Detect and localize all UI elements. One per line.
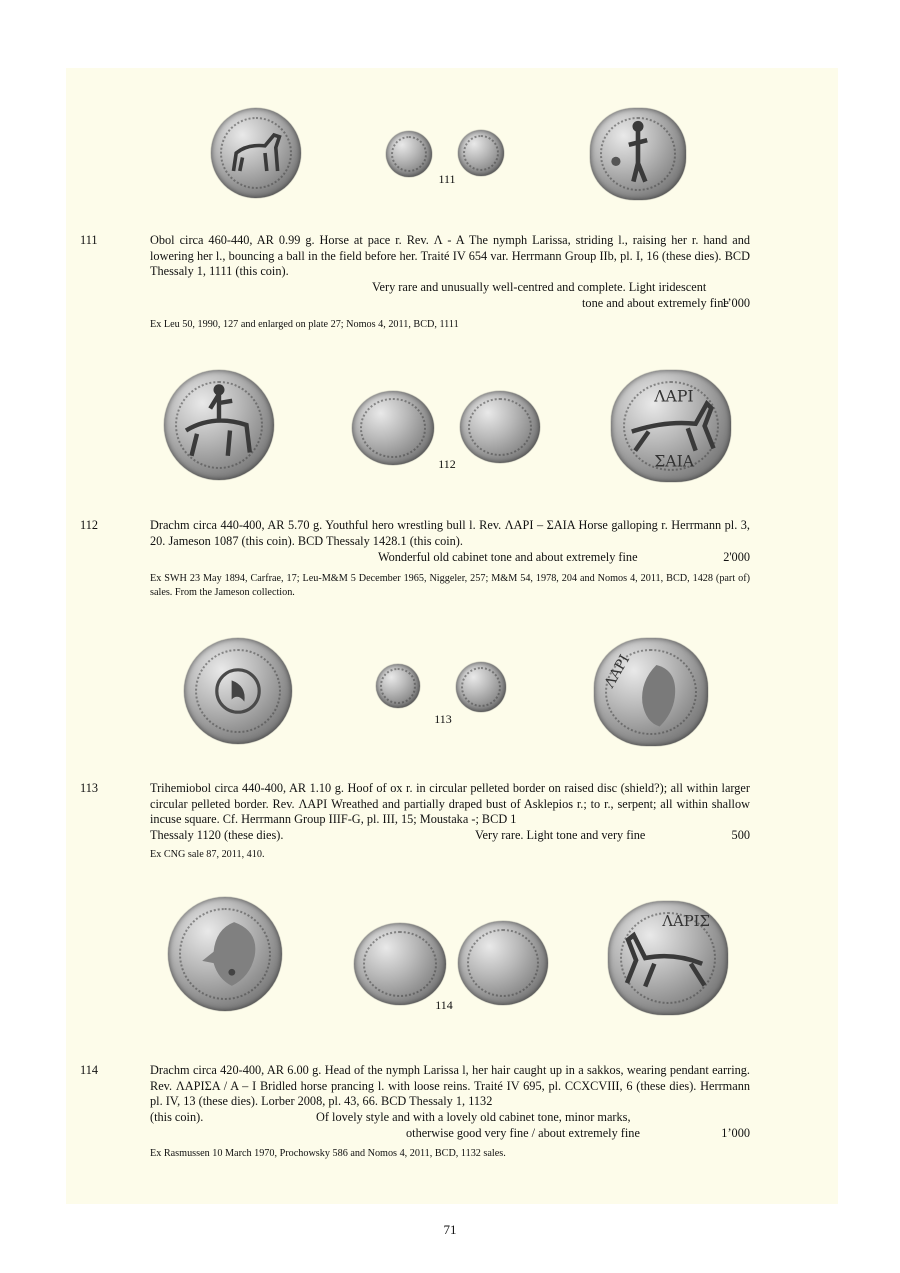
coin-reverse-enlarged — [611, 370, 731, 482]
coin-obverse — [352, 391, 434, 465]
nymph-icon — [590, 108, 686, 200]
description-last-line: (this coin). — [150, 1110, 204, 1124]
lot-description: Drachm circa 420-400, AR 6.00 g. Head of the nymph Larissa l, her hair caught up in a sakkos, wearing pendant earring. Rev. ΛΑΡΙΣΑ / Α – Ι Bridled horse prancing l. with loose reins. Traité IV 695, pl. CCXCVIII, 6 (these dies). Herrmann pl. IV, 13 (these dies). Lorber 2008, pl. 43, 66. BCD Thessaly 1, 1132 — [150, 1063, 750, 1109]
coin-obverse-enlarged — [164, 370, 274, 480]
coin-reverse — [458, 921, 548, 1005]
coin-obverse-enlarged — [211, 108, 301, 198]
coin-reverse-enlarged — [594, 638, 708, 746]
estimate-price: 2'000 — [723, 550, 750, 564]
svg-text:ΛΑΡΙΣ: ΛΑΡΙΣ — [662, 913, 710, 931]
lot-entry-111 — [80, 233, 750, 333]
figure-label: 114 — [435, 998, 453, 1012]
grade-line: Very rare. Light tone and very fine — [475, 828, 646, 842]
lot-description: Obol circa 460-440, AR 0.99 g. Horse at pace r. Rev. Λ - Α The nymph Larissa, striding l., raising her r. hand and lowering her l., bouncing a ball in the field before her. Traité IV 654 var. Herrmann Group IIb, pl. I, 16 (these dies). BCD Thessaly 1, 1111 (this coin). — [150, 233, 750, 279]
estimate-price: 1’000 — [721, 296, 750, 310]
grade-line: otherwise good very fine / about extremely fine — [406, 1126, 640, 1140]
lot-entry-114 — [80, 1063, 750, 1168]
lot-description: Drachm circa 440-400, AR 5.70 g. Youthful hero wrestling bull l. Rev. ΛΑΡΙ – ΣΑΙΑ Horse galloping r. Herrmann pl. 3, 20. Jameson 1087 (this coin). BCD Thessaly 1428.1 (this coin). — [150, 518, 750, 548]
figure-label: 112 — [438, 457, 456, 471]
coin-obverse-enlarged — [184, 638, 292, 744]
svg-text:ΛΑΡΙ: ΛΑΡΙ — [654, 386, 694, 406]
description-last-line: Thessaly 1120 (these dies). — [150, 828, 284, 842]
svg-text:ΛΑΡΙ: ΛΑΡΙ — [601, 652, 634, 691]
coin-reverse — [456, 662, 506, 712]
lot-entry-113 — [80, 781, 750, 861]
coin-reverse — [458, 130, 504, 176]
grade-line: Very rare and unusually well-centred and complete. Light iridescent — [372, 280, 707, 294]
svg-text:ΣΑΙΑ: ΣΑΙΑ — [654, 451, 695, 471]
grade-line: tone and about extremely fine — [582, 296, 729, 310]
provenance: Ex Leu 50, 1990, 127 and enlarged on plate 27; Nomos 4, 2011, BCD, 1111 — [150, 319, 459, 330]
figure-label: 113 — [434, 712, 452, 726]
hoof-icon — [184, 638, 292, 744]
head-icon — [594, 638, 708, 746]
horse-icon — [608, 901, 728, 1015]
provenance: Ex SWH 23 May 1894, Carfrae, 17; Leu-M&M 5 December 1965, Niggeler, 257; M&M 54, 1978, 204 and Nomos 4, 2011, BCD, 1428 (part of) sales. From the Jameson collection. — [150, 573, 750, 598]
lot-entry-112 — [80, 518, 750, 603]
estimate-price: 1’000 — [721, 1126, 750, 1140]
page-number: 71 — [443, 1222, 457, 1237]
coin-obverse-enlarged — [168, 897, 282, 1011]
coin-obverse — [376, 664, 420, 708]
lot-number: 113 — [80, 781, 98, 795]
head-icon — [168, 897, 282, 1011]
coin-reverse-enlarged — [608, 901, 728, 1015]
coin-obverse — [354, 923, 446, 1005]
lot-number: 114 — [80, 1063, 98, 1077]
grade-line: Of lovely style and with a lovely old cabinet tone, minor marks, — [316, 1110, 631, 1124]
provenance: Ex CNG sale 87, 2011, 410. — [150, 849, 265, 860]
horse-icon — [211, 108, 301, 198]
coin-obverse — [386, 131, 432, 177]
figure-label: 111 — [438, 172, 456, 186]
coin-reverse-enlarged — [590, 108, 686, 200]
hero-bull-icon — [164, 370, 274, 480]
lot-number: 112 — [80, 518, 98, 532]
provenance: Ex Rasmussen 10 March 1970, Prochowsky 586 and Nomos 4, 2011, BCD, 1132 sales. — [150, 1148, 506, 1159]
lot-description: Trihemiobol circa 440-400, AR 1.10 g. Hoof of ox r. in circular pelleted border on raised disc (shield?); all within larger circular pelleted border. Rev. ΛΑΡΙ Wreathed and partially draped bust of Asklepios r.; to r., serpent; all within shallow incuse square. Cf. Herrmann Group IIIF-G, pl. III, 15; Moustaka -; BCD 1 — [150, 781, 750, 827]
coin-reverse — [460, 391, 540, 463]
horse-icon — [611, 370, 731, 482]
lot-number: 111 — [80, 233, 98, 247]
estimate-price: 500 — [731, 828, 750, 842]
grade-line: Wonderful old cabinet tone and about extremely fine — [378, 550, 638, 564]
